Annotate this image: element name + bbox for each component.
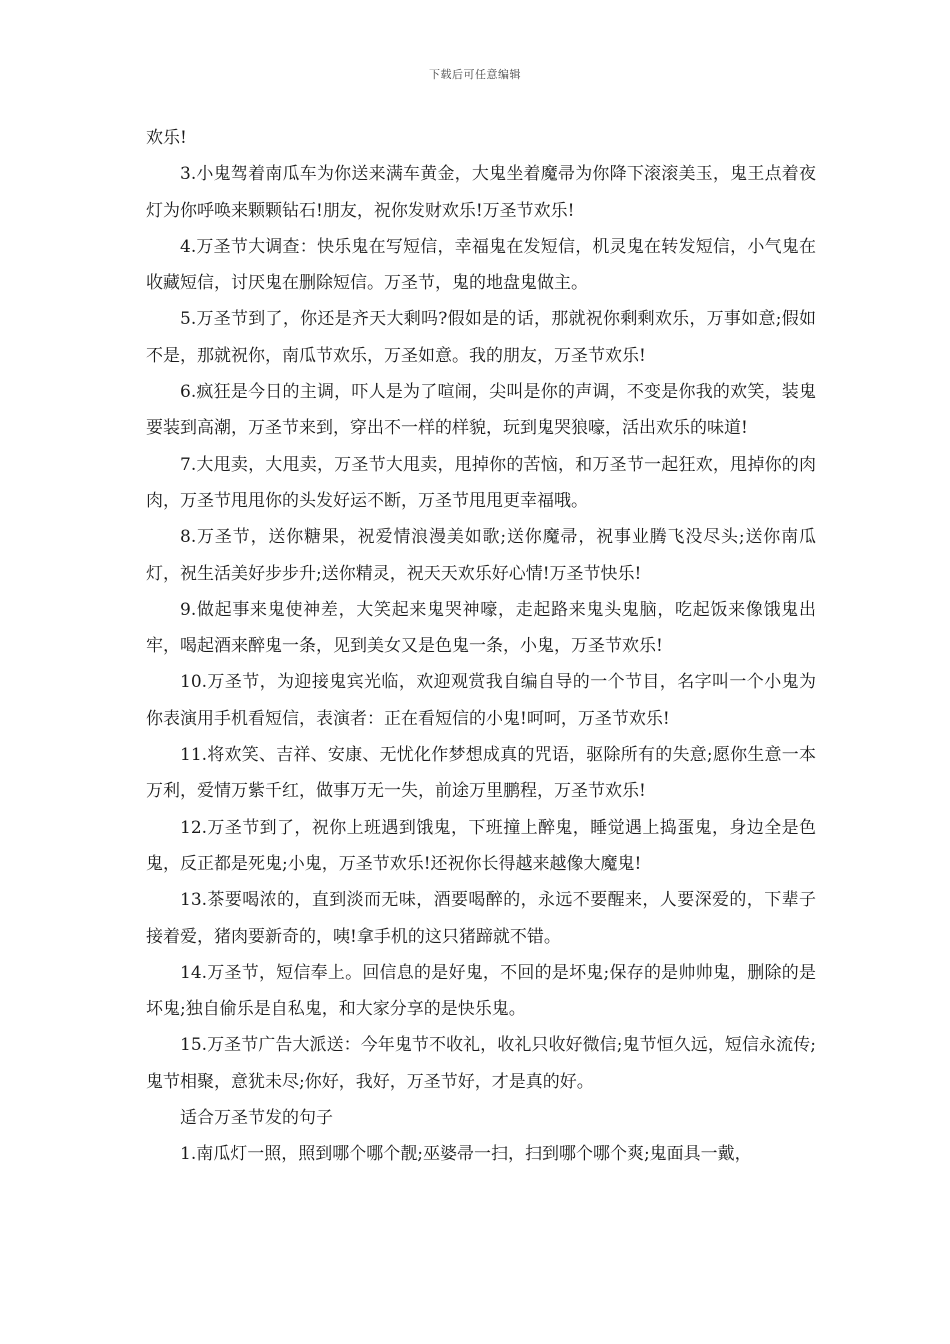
paragraph: 5.万圣节到了，你还是齐天大剩吗?假如是的话，那就祝你剩剩欢乐，万事如意;假如不是，那就祝你，南瓜节欢乐，万圣如意。我的朋友，万圣节欢乐! bbox=[146, 309, 816, 366]
paragraph: 14.万圣节，短信奉上。回信息的是好鬼，不回的是坏鬼;保存的是帅帅鬼，删除的是坏鬼;独自偷乐是自私鬼，和大家分享的是快乐鬼。 bbox=[146, 962, 816, 1020]
paragraph: 8.万圣节，送你糖果，祝爱情浪漫美如歌;送你魔帚，祝事业腾飞没尽头;送你南瓜灯，祝生活美好步步升;送你精灵，祝天天欢乐好心情!万圣节快乐! bbox=[146, 527, 816, 584]
paragraph: 6.疯狂是今日的主调，吓人是为了喧闹，尖叫是你的声调，不变是你我的欢笑，装鬼要装到高潮，万圣节来到，穿出不一样的样貌，玩到鬼哭狼嚎，活出欢乐的味道! bbox=[146, 382, 816, 439]
paragraph: 11.将欢笑、吉祥、安康、无忧化作梦想成真的咒语，驱除所有的失意;愿你生意一本万利，爱情万紫千红，做事万无一失，前途万里鹏程，万圣节欢乐! bbox=[146, 745, 816, 802]
paragraph: 欢乐! bbox=[146, 128, 187, 148]
section-heading: 适合万圣节发的句子 bbox=[180, 1108, 333, 1129]
paragraph: 4.万圣节大调查：快乐鬼在写短信，幸福鬼在发短信，机灵鬼在转发短信，小气鬼在收藏短信，讨厌鬼在删除短信。万圣节，鬼的地盘鬼做主。 bbox=[146, 236, 816, 294]
paragraph: 15.万圣节广告大派送：今年鬼节不收礼，收礼只收好微信;鬼节恒久远，短信永流传;鬼节相聚，意犹未尽;你好，我好，万圣节好，才是真的好。 bbox=[146, 1035, 816, 1092]
paragraph: 12.万圣节到了，祝你上班遇到饿鬼，下班撞上醉鬼，睡觉遇上捣蛋鬼，身边全是色鬼，反正都是死鬼;小鬼，万圣节欢乐!还祝你长得越来越像大魔鬼! bbox=[146, 817, 816, 874]
paragraph: 10.万圣节，为迎接鬼宾光临，欢迎观赏我自编自导的一个节目，名字叫一个小鬼为你表演用手机看短信，表演者：正在看短信的小鬼!呵呵，万圣节欢乐! bbox=[146, 672, 816, 729]
paragraph: 1.南瓜灯一照，照到哪个哪个靓;巫婆帚一扫，扫到哪个哪个爽;鬼面具一戴， bbox=[180, 1144, 752, 1165]
paragraph: 3.小鬼驾着南瓜车为你送来满车黄金，大鬼坐着魔帚为你降下滚滚美玉，鬼王点着夜灯为你呼唤来颗颗钻石!朋友，祝你发财欢乐!万圣节欢乐! bbox=[146, 164, 816, 221]
paragraph: 7.大甩卖，大甩卖，万圣节大甩卖，甩掉你的苦恼，和万圣节一起狂欢，甩掉你的肉肉，万圣节甩甩你的头发好运不断，万圣节甩甩更幸福哦。 bbox=[146, 454, 816, 511]
page-header: 下载后可任意编辑 bbox=[429, 68, 521, 81]
paragraph: 9.做起事来鬼使神差，大笑起来鬼哭神嚎，走起路来鬼头鬼脑，吃起饭来像饿鬼出牢，喝起酒来醉鬼一条，见到美女又是色鬼一条，小鬼，万圣节欢乐! bbox=[146, 599, 816, 657]
paragraph: 13.茶要喝浓的，直到淡而无味，酒要喝醉的，永远不要醒来，人要深爱的，下辈子接着爱，猪肉要新奇的，咦!拿手机的这只猪蹄就不错。 bbox=[146, 890, 816, 947]
document-body bbox=[146, 120, 816, 1173]
